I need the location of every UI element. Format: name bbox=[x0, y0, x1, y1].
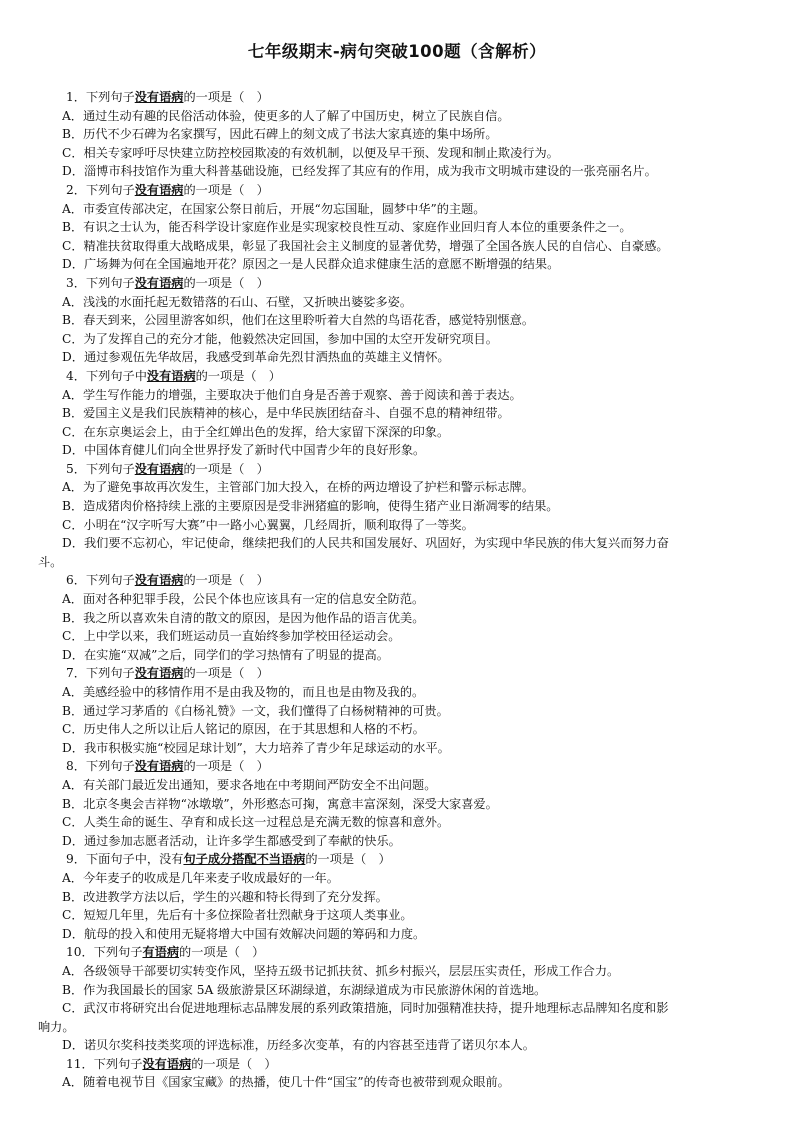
question-list bbox=[38, 88, 754, 1092]
answer-option: C．人类生命的诞生、孕育和成长这一过程总是充满无数的惊喜和意外。 bbox=[62, 815, 450, 830]
answer-option: D．广场舞为何在全国遍地开花？原因之一是人民群众追求健康生活的意愿不断增强的结果。 bbox=[62, 257, 560, 272]
answer-option: D．航母的投入和使用无疑将增大中国有效解决问题的筹码和力度。 bbox=[62, 926, 426, 941]
question-stem bbox=[62, 943, 754, 962]
answer-option: A．面对各种犯罪手段，公民个体也应该具有一定的信息安全防范。 bbox=[62, 592, 425, 607]
answer-option: C．小明在“汉字听写大赛”中一路小心翼翼，几经周折，顺利取得了一等奖。 bbox=[62, 517, 474, 532]
answer-option: A．学生写作能力的增强，主要取决于他们自身是否善于观察、善于阅读和善于表达。 bbox=[62, 387, 522, 402]
option-continuation: 响力。 bbox=[38, 1019, 75, 1034]
answer-option: C．精准扶贫取得重大战略成果，彰显了我国社会主义制度的显著优势，增强了全国各族人民的自信心、自豪感。 bbox=[62, 238, 669, 253]
question-stem bbox=[62, 664, 754, 683]
answer-option: D．淄博市科技馆作为重大科普基础设施，已经发挥了其应有的作用，成为我市文明城市建设的一张亮丽名片。 bbox=[62, 164, 657, 179]
answer-option: C．短短几年里，先后有十多位探险者壮烈献身于这项人类事业。 bbox=[62, 908, 413, 923]
answer-option: B．春天到来，公园里游客如织，他们在这里聆听着大自然的鸟语花香，感觉特别惬意。 bbox=[62, 313, 535, 328]
question-block bbox=[38, 460, 754, 572]
answer-option: B．造成猪肉价格持续上涨的主要原因是受非洲猪瘟的影响，使得生猪产业日渐凋零的结果。 bbox=[62, 499, 559, 514]
stem-text: 2．下列句子 bbox=[66, 182, 135, 197]
answer-option: C．历史伟人之所以让后人铭记的原因，在于其思想和人格的不朽。 bbox=[62, 722, 425, 737]
answer-option: B．有识之士认为，能否科学设计家庭作业是实现家校良性互动、家庭作业回归育人本位的重要条件之一。 bbox=[62, 220, 632, 235]
stem-text: 6．下列句子 bbox=[66, 573, 135, 588]
stem-text: 的一项是（ ） bbox=[195, 368, 281, 383]
page-title: 七年级期末-病句突破100题（含解析） bbox=[247, 42, 547, 61]
stem-emphasis: 没有语病 bbox=[142, 1056, 192, 1071]
answer-option: B．改进教学方法以后，学生的兴趣和特长得到了充分发挥。 bbox=[62, 889, 388, 904]
answer-option: A．今年麦子的收成是几年来麦子收成最好的一年。 bbox=[62, 870, 339, 885]
stem-emphasis: 句子成分搭配不当语病 bbox=[183, 852, 306, 867]
answer-option: A．为了避免事故再次发生，主管部门加大投入，在桥的两边增设了护栏和警示标志牌。 bbox=[62, 480, 534, 495]
answer-option: B．作为我国最长的国家 5A 级旅游景区环湖绿道，东湖绿道成为市民旅游休闲的首选地。 bbox=[62, 982, 547, 997]
stem-text: 的一项是（ ） bbox=[183, 759, 269, 774]
answer-option: A．美感经验中的移情作用不是由我及物的，而且也是由物及我的。 bbox=[62, 685, 425, 699]
stem-text: 的一项是（ ） bbox=[183, 461, 269, 476]
stem-text: 3．下列句子 bbox=[66, 275, 135, 290]
stem-emphasis: 没有语病 bbox=[134, 759, 184, 774]
answer-option: D．我市积极实施“校园足球计划”，大力培养了青少年足球运动的水平。 bbox=[62, 740, 450, 755]
question-stem bbox=[62, 460, 754, 479]
stem-emphasis: 没有语病 bbox=[134, 666, 184, 681]
answer-option: A．各级领导干部要切实转变作风，坚持五级书记抓扶贫、抓乡村振兴，层层压实责任，形成工作合力。 bbox=[62, 963, 620, 978]
stem-emphasis: 没有语病 bbox=[134, 461, 184, 476]
stem-text: 10．下列句子 bbox=[66, 945, 143, 960]
stem-text: 4．下列句子中 bbox=[66, 368, 147, 383]
answer-option: A．市委宣传部决定，在国家公祭日前后，开展“勿忘国耻，圆梦中华”的主题。 bbox=[62, 201, 486, 216]
stem-text: 的一项是（ ） bbox=[179, 945, 265, 960]
stem-text: 1．下列句子 bbox=[66, 90, 135, 104]
answer-option: B．爱国主义是我们民族精神的核心，是中华民族团结奋斗、自强不息的精神纽带。 bbox=[62, 406, 510, 421]
stem-text: 8．下列句子 bbox=[66, 759, 135, 774]
stem-emphasis: 没有语病 bbox=[134, 90, 184, 104]
question-block bbox=[62, 757, 754, 850]
answer-option: D．中国体育健儿们向全世界抒发了新时代中国青少年的良好形象。 bbox=[62, 443, 426, 458]
question-block bbox=[62, 664, 754, 757]
question-block bbox=[62, 1055, 754, 1092]
stem-emphasis: 没有语病 bbox=[134, 275, 184, 290]
answer-option: A．有关部门最近发出通知，要求各地在中考期间严防安全不出问题。 bbox=[62, 777, 437, 792]
question-block bbox=[62, 571, 754, 664]
stem-text: 的一项是（ ） bbox=[183, 275, 269, 290]
stem-text: 9．下面句子中，没有 bbox=[66, 852, 184, 867]
question-block bbox=[62, 274, 754, 367]
question-stem bbox=[62, 1055, 754, 1074]
question-stem bbox=[62, 571, 754, 590]
question-stem bbox=[62, 88, 754, 107]
stem-emphasis: 没有语病 bbox=[134, 573, 184, 588]
answer-option: B．北京冬奥会吉祥物“冰墩墩”，外形憨态可掬，寓意丰富深刻，深受大家喜爱。 bbox=[62, 796, 498, 811]
answer-option: C．相关专家呼吁尽快建立防控校园欺凌的有效机制，以便及早干预、发现和制止欺凌行为。 bbox=[62, 145, 559, 160]
stem-text: 的一项是（ ） bbox=[183, 666, 269, 681]
question-stem bbox=[62, 367, 754, 386]
answer-option: A．浅浅的水面托起无数错落的石山、石壁，又折映出婆娑多姿。 bbox=[62, 294, 413, 309]
question-block bbox=[62, 850, 754, 943]
stem-text: 的一项是（ ） bbox=[183, 90, 269, 104]
answer-option: C．武汉市将研究出台促进地理标志品牌发展的系列政策措施，同时加强精准扶持，提升地理标志品牌知名度和影 bbox=[62, 1001, 669, 1016]
option-continuation: 斗。 bbox=[38, 554, 63, 569]
answer-option: C．在东京奥运会上，由于全红婵出色的发挥，给大家留下深深的印象。 bbox=[62, 424, 450, 439]
answer-option: B．我之所以喜欢朱自清的散文的原因，是因为他作品的语言优美。 bbox=[62, 610, 425, 625]
answer-option: D．通过参观伍先华故居，我感受到革命先烈甘洒热血的英雄主义情怀。 bbox=[62, 350, 450, 365]
answer-option: B．通过学习茅盾的《白杨礼赞》一文，我们懂得了白杨树精神的可贵。 bbox=[62, 703, 449, 718]
answer-option: B．历代不少石碑为名家撰写，因此石碑上的刻文成了书法大家真迹的集中场所。 bbox=[62, 127, 498, 142]
question-block bbox=[62, 88, 754, 181]
stem-text: 的一项是（ ） bbox=[183, 573, 269, 588]
stem-emphasis: 没有语病 bbox=[146, 368, 196, 383]
question-block bbox=[38, 943, 754, 1055]
answer-option: D．我们要不忘初心，牢记使命，继续把我们的人民共和国发展好、巩固好，为实现中华民族的伟大复兴而努力奋 bbox=[62, 536, 669, 551]
answer-option: A．随着电视节目《国家宝藏》的热播，使几十件“国宝”的传奇也被带到观众眼前。 bbox=[62, 1075, 510, 1090]
answer-option: C．上中学以来，我们班运动员一直始终参加学校田径运动会。 bbox=[62, 629, 401, 644]
stem-text: 7．下列句子 bbox=[66, 666, 135, 681]
stem-text: 5．下列句子 bbox=[66, 461, 135, 476]
stem-emphasis: 没有语病 bbox=[134, 182, 184, 197]
answer-option: A．通过生动有趣的民俗活动体验，使更多的人了解了中国历史，树立了民族自信。 bbox=[62, 108, 510, 123]
question-stem bbox=[62, 850, 754, 869]
answer-option: D．通过参加志愿者活动，让许多学生都感受到了奉献的快乐。 bbox=[62, 833, 401, 848]
answer-option: D．在实施“双减”之后，同学们的学习热情有了明显的提高。 bbox=[62, 647, 389, 662]
question-stem bbox=[62, 274, 754, 293]
answer-option: C．为了发挥自己的充分才能，他毅然决定回国，参加中国的太空开发研究项目。 bbox=[62, 331, 498, 346]
stem-text: 的一项是（ ） bbox=[191, 1056, 277, 1071]
stem-emphasis: 有语病 bbox=[142, 945, 180, 960]
question-stem bbox=[62, 181, 754, 200]
stem-text: 11．下列句子 bbox=[66, 1056, 143, 1071]
stem-text: 的一项是（ ） bbox=[305, 852, 391, 867]
question-stem bbox=[62, 757, 754, 776]
stem-text: 的一项是（ ） bbox=[183, 182, 269, 197]
question-block bbox=[62, 181, 754, 274]
answer-option: D．诺贝尔奖科技类奖项的评选标准，历经多次变革，有的内容甚至违背了诺贝尔本人。 bbox=[62, 1038, 535, 1053]
question-block bbox=[62, 367, 754, 460]
